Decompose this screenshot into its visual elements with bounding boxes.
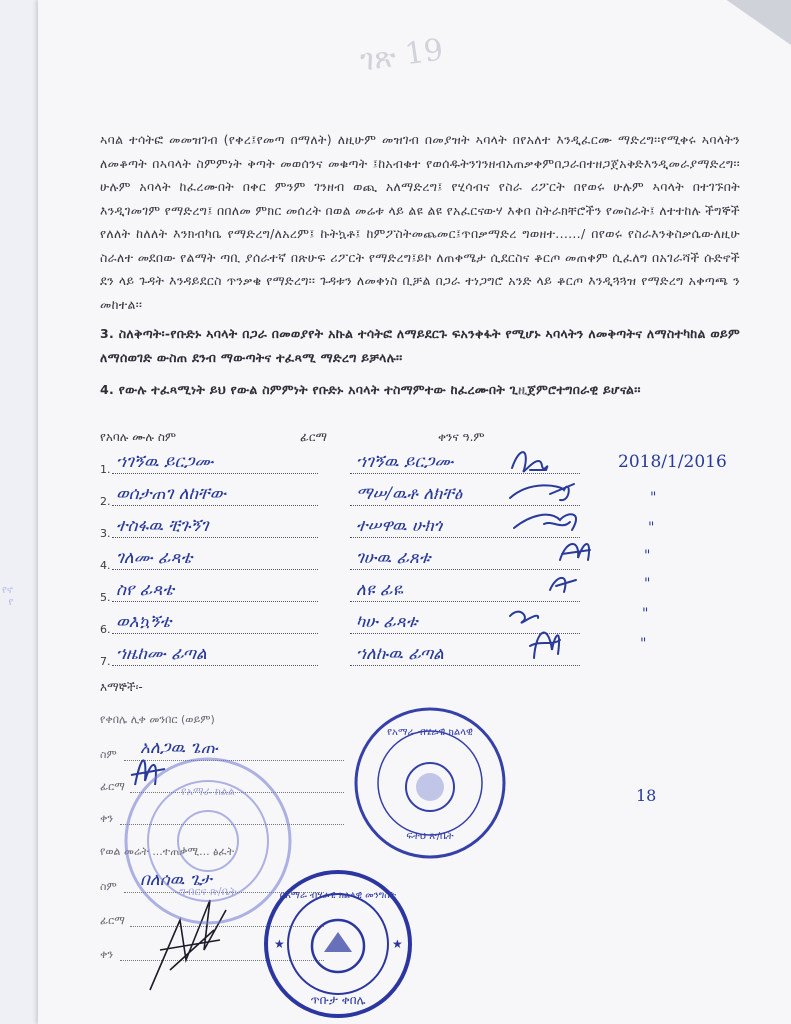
dotted-line [112,601,318,602]
paragraph-obligations: ኣባል ተሳትፎ መመዝገብ (የቀረ፤የመጣ በማለት) ለዚሁም መዝገብ በመያዝት ኣባላት በየአለተ እንዲፈርሙ ማድረግ፡፡የሚቀሩ ኣባላትን ለመቆጣት በኣባላት ስምምነት ቅጣት መወሰንና መቁጣት ፤ከአብቁተ የወሰዱትንገንዘብአጠቃቀምበጋራበተዘጋጀአቅድእንዲመራያማድረግ፡፡ሁሉም አባላት ከፈረሙበት በቀር ምንም ገንዘብ ወጪ አለማድረግ፤ የሂሳብና የስራ ሪፖርት በየወሩ ሁሉም ኣባላት በተገኙበት እንዲገመገም የማድረግ፤ በበለመ ምክር መሰረት በወል መሬቱ ላይ ልዩ ልዩ የአፈርናውሃ እቀበ ስትራክቸሮችን የመስራት፤ ለተተከሉ ችግኞች የለለት ከለለት እንክብካቤ የማድረግ/ለአረም፤ ኩትኳቶ፤ ከምፖስትመጨመር፤ጥበቃማድረ ግወዘተ....../ በየወሩ የስራእንቅስቃሴውለዚሁ ስራለተ መደበው የልማት ጣቢ ያሰራተኛ በጽሁፍ ሪፖርት የማድረግ፤ይኮ ለጠቀሜታ ሲደርስና ቆርጦ መጠቀም ሲፈለግ በአገራሻች ሱድኖች ደን ላይ ጉዳት እንዳይደርስ ጥንቃቄ የማድረግ፡፡ ጉዳቱን ለመቀነስ ቢቻል በጋራ ተነጋግሮ አንድ ላይ ቆርጦ እንዲጓጓዝ የማድረግ አቀጣጫ ን መከተል፡፡ [100,132,740,312]
row-number: 4. [100,559,111,572]
signature-mark [514,514,576,530]
row-number: 5. [100,591,111,604]
ditto-mark: " [650,490,657,506]
row-number: 7. [100,655,111,668]
signature-mark [560,544,590,560]
dotted-line [112,569,318,570]
stamp-text: ፍትህ ጽ/ቤት [406,831,454,842]
handwritten-signature-name: ኀገኝዉ ይርጋሙ [356,452,454,472]
ditto-mark: " [644,548,651,564]
handwritten-name: ስየ ፊጻቴ [116,580,174,600]
signature-mark [550,578,576,592]
handwritten-signature-name: ገሁዉ ፊጸቱ [356,548,431,568]
column-header-signature: ፊርማ [300,430,328,444]
witnesses-title: እማኞች፡- [100,680,143,694]
ditto-mark: " [648,520,655,536]
margin-note-number: 18 [636,786,657,805]
witness1-name-label: ስም [100,748,117,761]
dotted-line [112,665,318,666]
round-stamp-kebele [262,868,414,1020]
row-number: 6. [100,623,111,636]
column-header-date: ቀንና ዓ.ም [438,430,485,444]
row-number: 2. [100,495,111,508]
signature-mark [510,484,574,500]
handwritten-signature-name: ኀለኩዉ ፊጣል [356,644,444,664]
paragraph-penalty: 3. ስለቅጣት፡-የቡድኑ ኣባላት በጋራ በመወያየት አኩል ተሳትፎ ለማይደርጉ ፍአንቀፋት የሚሆኑ ኣባላትን ለመቅጣትና ለማስተካከል ወይም ለማሰወገድ ውስጠ ደንብ ማውጣትና ተፈጻሚ ማድረግ ይቻላሉ፡፡ [100,326,740,365]
handwritten-name: ወእኳኝቴ [116,612,172,632]
stamp-text: ግብርና ጽ/ቤት [179,885,237,898]
second-org-label: የወል መሬት ...ተጠቃሚ... ፅፈት [100,845,235,858]
svg-text:★: ★ [274,937,285,951]
svg-text:★: ★ [392,937,403,951]
dotted-line [112,473,318,474]
dotted-line [112,633,318,634]
ditto-mark: " [644,576,651,592]
handwritten-signature-name: ተሠዋዉ ሁክጎ [356,516,443,536]
witness2-sign-label: ፊርማ [100,914,125,927]
left-background-strip [0,0,38,1024]
handwritten-name: ኀዜከሙ ፊጣል [116,644,207,664]
dotted-line [112,537,318,538]
witness1-name: አለጋዉ ጌጡ [140,738,218,758]
handwritten-name: ወሰታጠገ ለከቸው [116,484,227,504]
witness2-name: በለሰዉ ጌታ [140,870,212,890]
stamp-text: የአማራ ብሄራዊ ክልላዊ [387,727,473,738]
witness2-name-label: ስም [100,880,117,893]
handwritten-name: ኀገኝዉ ይርጋሙ [116,452,214,472]
witness1-date-label: ቀን [100,812,114,825]
paragraph-effective-date: 4. የውሉ ተፈጻሚነት ይህ የውል ስምምነት የቡድኑ አባላት ተስማምተው ከፈረሙበት ጊዚጀምሮተግበራዊ ይሆናል፡፡ [100,382,641,397]
ditto-mark: " [640,636,647,652]
page-corner-fold [721,0,791,50]
ditto-mark: " [642,606,649,622]
signature-mark [510,612,538,623]
signature-mark [512,452,547,471]
row-number: 1. [100,463,111,476]
signature-scribbles [500,440,610,670]
handwritten-signature-name: ማሠ/ዉቶ ለክቸፅ [356,484,463,504]
stamp-text: የአማራ ክልል [181,785,235,798]
handwritten-signature-name: ካሁ ፊጻቱ [356,612,418,632]
handwritten-name: ገለሙ ፊጻቴ [116,548,193,568]
round-stamp-justice [352,705,508,861]
witness2-date-label: ቀን [100,948,114,961]
signature-mark [530,633,560,658]
faint-page-number: ገጽ 19 [357,32,446,79]
witness-org-label: የቀበሌ ሊቀ መንበር (ወይም) [100,713,215,726]
witness1-sign-label: ፊርማ [100,780,125,793]
column-header-name: የአባሉ ሙሉ ስም [100,430,177,444]
dotted-line [112,505,318,506]
stamp-text: በአማራ ብሄራዊ ክልላዊ መንግስት [279,890,397,901]
row-number: 3. [100,527,111,540]
handwritten-date: 2018/1/2016 [618,452,727,472]
handwritten-name: ተስፋዉ ቺጉኝገ [116,516,209,536]
handwritten-signature-name: ለዩ ፊዬ [356,580,403,600]
stamp-text: ጥቡታ ቀበሌ [310,993,366,1007]
bleed-through-text: የኖ የ [2,585,14,608]
